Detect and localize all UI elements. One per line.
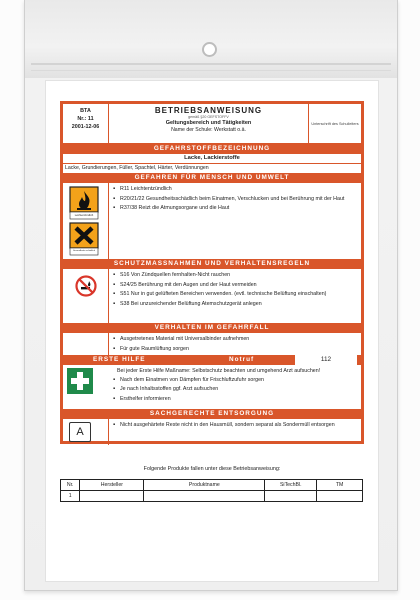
list-item: ▪ Je nach Inhaltsstoffen ggf. Arzt aufsuchen [113,386,357,393]
section-heading-gefahrstoff: GEFAHRSTOFFBEZEICHNUNG [63,144,361,154]
list-item: ▪ Ersthelfer informieren [113,396,357,403]
list-item: ▪ S16 Von Zündquellen fernhalten-Nicht rauchen [113,272,357,279]
document-id-box [63,104,109,143]
table-header-row [61,480,363,491]
sleeve-rib [31,70,391,71]
protection-section [63,269,361,323]
section-heading-gefahrfall: VERHALTEN IM GEFAHRFALL [63,323,361,333]
list-item: ▪ Nicht ausgehärtete Reste nicht in den Hausmüll, sondern separat als Sondermüll entsorgen [113,422,357,429]
page-title: BETRIEBSANWEISUNG [154,106,263,115]
no-fire-icon [75,275,97,297]
emergency-behaviour-list [109,333,361,355]
column-header: Produktname [144,480,265,491]
operating-instruction-sheet [45,80,379,582]
first-aid-intro: Bei jeder Erste Hilfe Maßname: Selbstschutz beachten und umgehend Arzt aufsuchen! [117,368,321,374]
table-cell: 1 [61,491,80,502]
list-item: ▪ S51 Nur in gut gelüfteten Bereichen verwenden. (evtl. technische Belüftung einschalten) [113,291,357,298]
instruction-frame [60,101,364,444]
list-item: ▪ R20/21/22 Gesundheitsschädlich beim Einatmen, Verschlucken und bei Berührung mit der Haut [113,196,357,203]
sleeve-rib [31,63,391,65]
list-item: ▪ Für gute Raumlüftung sorgen [113,346,357,353]
column-header: TM [317,480,363,491]
document-number: Nr.: 11 [77,116,94,122]
products-table [60,479,363,502]
first-aid-heading: ERSTE HILFE [93,356,146,363]
first-aid-section [63,365,361,409]
substance-description: Lacke, Grundierungen, Füller, Spachtel, Härter, Verdünnungen [65,165,209,171]
sleeve-header-strip [24,0,398,78]
sheet-header [63,104,361,144]
list-item: ▪ R11 Leichtentzündlich [113,186,357,193]
section-heading-erste-hilfe [63,355,361,365]
emergency-number: 112 [295,355,357,365]
list-item: ▪ Nach dem Einatmen von Dämpfen für Frischluftzufuhr sorgen [113,377,357,384]
section-heading-schutz: SCHUTZMASSNAHMEN UND VERHALTENSREGELN [63,259,361,269]
column-header: Hersteller [80,480,144,491]
emergency-behaviour-section [63,333,361,355]
table-cell[interactable] [80,491,144,502]
disposal-code-badge: A [69,422,91,442]
flame-hazard-label: Leichtentzündlich [74,214,94,217]
document-date: 2001-12-06 [71,124,100,130]
protection-list [109,269,361,323]
list-item: ▪ Ausgetretenes Material mit Universalbinder aufnehmen [113,336,357,343]
hanging-hole [202,42,217,57]
list-item: ▪ S38 Bei unzureichender Belüftung Atemschutzgerät anlegen [113,301,357,308]
table-row [61,491,363,502]
first-aid-list [67,375,357,403]
table-cell[interactable] [265,491,317,502]
protection-icons [63,269,109,323]
page-subtitle: gemäß §20 GEFSTOFFV [188,115,229,119]
hazard-icons [63,183,109,259]
empty-icon-cell [63,333,109,355]
disposal-section [63,419,361,445]
section-heading-entsorgung: SACHGERECHTE ENTSORGUNG [63,409,361,419]
signature-label: Unterschrift des Schulleiters [311,121,359,126]
first-aid-cross-icon [67,368,93,394]
scope-label: Geltungsbereich und Tätigkeiten [165,120,252,126]
table-cell[interactable] [317,491,363,502]
school-name: Name der Schule: Werkstatt o.ä. [171,127,246,133]
column-header: Nr. [61,480,80,491]
substance-name: Lacke, Lackierstoffe [63,154,361,164]
title-block [109,104,308,143]
section-heading-gefahren: GEFAHREN FÜR MENSCH UND UMWELT [63,173,361,183]
bta-label: BTA [80,108,91,114]
harmful-hazard-label: Gesundheits-schädlich [72,250,96,252]
disposal-list [109,419,361,445]
hazards-section [63,183,361,259]
products-caption: Folgende Produkte fallen unter diese Betriebsanweisung: [143,466,281,472]
disposal-icon-cell [63,419,109,445]
emergency-call-label: Notruf [229,356,255,363]
column-header: SiTechBl. [265,480,317,491]
list-item: ▪ S24/25 Berührung mit den Augen und der Haut vermeiden [113,282,357,289]
signature-box [308,104,361,143]
hazards-list [109,183,361,259]
list-item: ▪ R37/38 Reizt die Atmungsorgane und die Haut [113,205,357,212]
table-cell[interactable] [144,491,265,502]
